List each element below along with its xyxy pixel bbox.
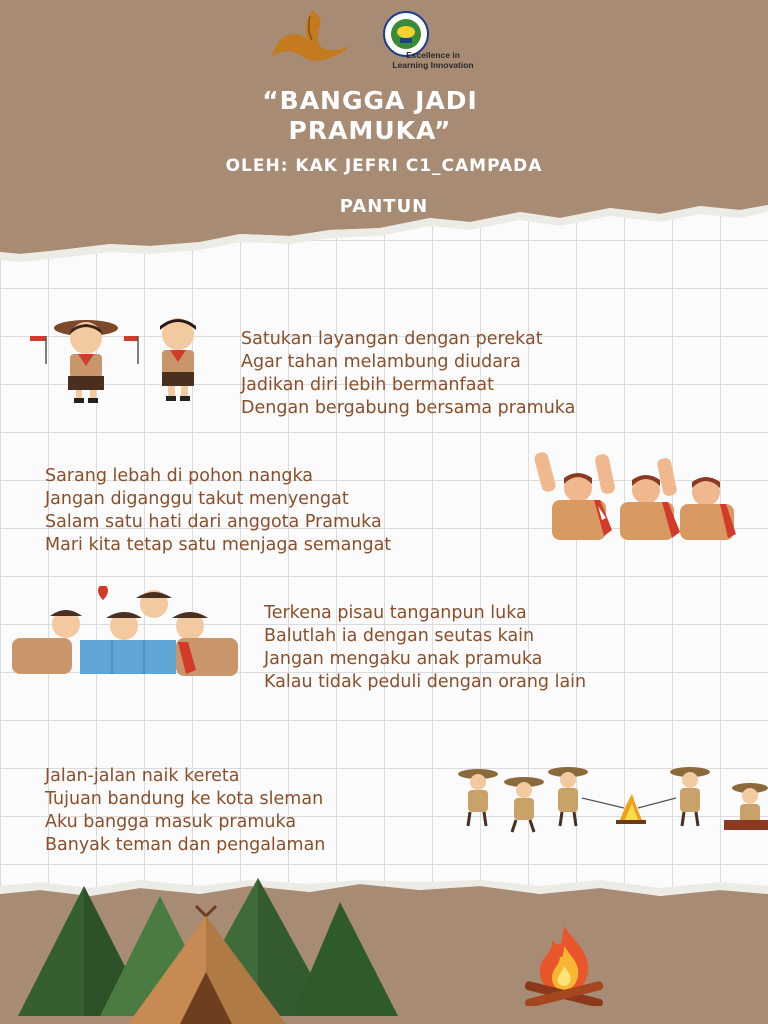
- pantun-line: Dengan bergabung bersama pramuka: [241, 398, 576, 418]
- pantun-line: Tujuan bandung ke kota sleman: [45, 789, 324, 809]
- pantun-stanza-3: [264, 602, 586, 694]
- title-line2: PRAMUKA”: [288, 116, 452, 145]
- tunas-kelapa-logo: [268, 6, 352, 70]
- pantun-line: Satukan layangan dengan perekat: [241, 329, 543, 349]
- title-line1: “BANGGA JADI: [262, 86, 478, 115]
- pantun-line: Kalau tidak peduli dengan orang lain: [264, 672, 587, 692]
- pantun-line: Terkena pisau tanganpun luka: [264, 603, 527, 623]
- scouts-with-flags-illustration: [28, 312, 220, 408]
- campfire-icon: [516, 924, 612, 1006]
- pantun-line: Aku bangga masuk pramuka: [45, 812, 297, 832]
- scouts-campfire-illustration: [454, 764, 768, 836]
- pantun-line: Jangan diganggu takut menyengat: [45, 489, 349, 509]
- pantun-line: Salam satu hati dari anggota Pramuka: [45, 512, 382, 532]
- pantun-line: Balutlah ia dengan seutas kain: [264, 626, 535, 646]
- pantun-line: Agar tahan melambung diudara: [241, 352, 521, 372]
- pantun-line: Sarang lebah di pohon nangka: [45, 466, 313, 486]
- pantun-line: Jadikan diri lebih bermanfaat: [241, 375, 494, 395]
- logo-caption: [378, 50, 488, 70]
- pantun-line: Mari kita tetap satu menjaga semangat: [45, 535, 392, 555]
- section-heading: PANTUN: [339, 196, 429, 217]
- cheering-scouts-illustration: [534, 450, 740, 542]
- scouts-reading-map-illustration: [10, 586, 242, 678]
- forest-tent-illustration: [0, 876, 420, 1024]
- logo-caption-line2: Learning Innovation: [392, 60, 474, 70]
- pantun-stanza-2: [45, 465, 391, 557]
- logo-caption-line1: Excellence in: [406, 50, 460, 60]
- pantun-line: Jangan mengaku anak pramuka: [264, 649, 543, 669]
- pantun-stanza-4: [45, 765, 325, 857]
- pantun-line: Banyak teman dan pengalaman: [45, 835, 326, 855]
- pantun-stanza-1: [241, 328, 575, 420]
- pantun-line: Jalan-jalan naik kereta: [45, 766, 240, 786]
- author-line: OLEH: KAK JEFRI C1_CAMPADA: [225, 156, 543, 176]
